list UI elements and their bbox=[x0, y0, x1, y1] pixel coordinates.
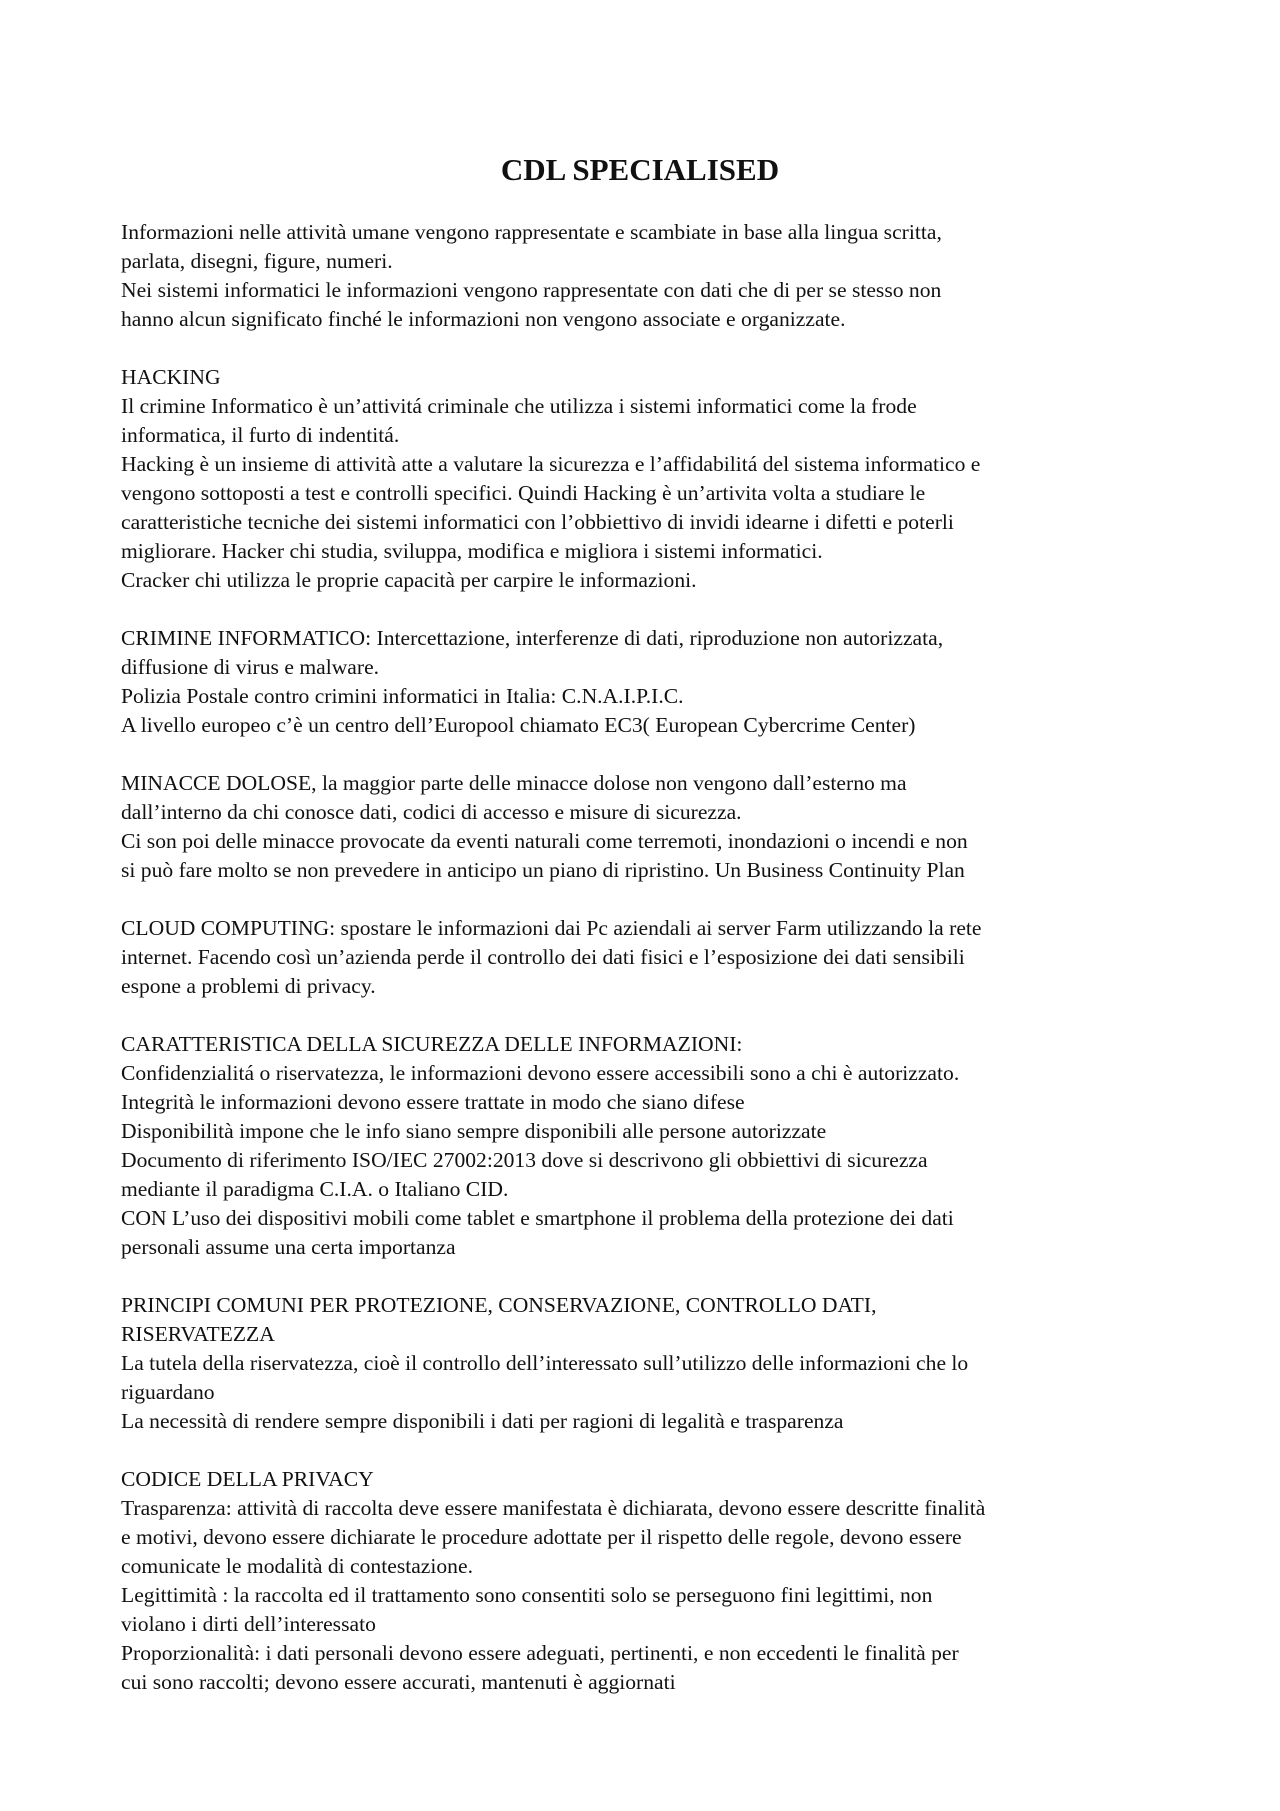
paragraph bbox=[121, 1030, 1171, 1262]
text-line: riguardano bbox=[121, 1380, 215, 1404]
text-line: CON L’uso dei dispositivi mobili come tablet e smartphone il problema della protezione dei dati bbox=[121, 1206, 954, 1230]
text-line: CLOUD COMPUTING: spostare le informazioni dai Pc aziendali ai server Farm utilizzando la rete bbox=[121, 916, 982, 940]
page-title: CDL SPECIALISED bbox=[500, 152, 780, 187]
text-line: migliorare. Hacker chi studia, sviluppa, modifica e migliora i sistemi informatici. bbox=[121, 539, 823, 563]
text-line: Legittimità : la raccolta ed il trattamento sono consentiti solo se perseguono fini legittimi, non bbox=[121, 1583, 933, 1607]
text-line: A livello europeo c’è un centro dell’Europool chiamato EC3( European Cybercrime Center) bbox=[121, 713, 916, 737]
paragraph bbox=[121, 914, 1171, 1001]
text-line: Documento di riferimento ISO/IEC 27002:2013 dove si descrivono gli obbiettivi di sicurezza bbox=[121, 1148, 928, 1172]
text-line: Confidenzialitá o riservatezza, le informazioni devono essere accessibili sono a chi è autorizzato. bbox=[121, 1061, 960, 1085]
paragraph bbox=[121, 1291, 1171, 1436]
text-line: La tutela della riservatezza, cioè il controllo dell’interessato sull’utilizzo delle informazioni che lo bbox=[121, 1351, 969, 1375]
text-line: CODICE DELLA PRIVACY bbox=[121, 1467, 374, 1491]
paragraph bbox=[121, 218, 1171, 334]
text-line: personali assume una certa importanza bbox=[121, 1235, 456, 1259]
text-line: vengono sottoposti a test e controlli specifici. Quindi Hacking è un’artivita volta a studiare le bbox=[121, 481, 926, 505]
text-line: violano i dirti dell’interessato bbox=[121, 1612, 376, 1636]
text-line: si può fare molto se non prevedere in anticipo un piano di ripristino. Un Business Continuity Plan bbox=[121, 858, 965, 882]
text-line: Hacking è un insieme di attività atte a valutare la sicurezza e l’affidabilitá del sistema informatico e bbox=[121, 452, 981, 476]
text-line: mediante il paradigma C.I.A. o Italiano CID. bbox=[121, 1177, 509, 1201]
text-line: Proporzionalità: i dati personali devono essere adeguati, pertinenti, e non eccedenti le finalità per bbox=[121, 1641, 959, 1665]
document-body bbox=[121, 218, 1171, 1726]
text-line: CRIMINE INFORMATICO: Intercettazione, interferenze di dati, riproduzione non autorizzata, bbox=[121, 626, 944, 650]
text-line: internet. Facendo così un’azienda perde il controllo dei dati fisici e l’esposizione dei dati sensibili bbox=[121, 945, 965, 969]
text-line: Disponibilità impone che le info siano sempre disponibili alle persone autorizzate bbox=[121, 1119, 827, 1143]
text-line: comunicate le modalità di contestazione. bbox=[121, 1554, 473, 1578]
paragraph bbox=[121, 363, 1171, 595]
text-line: La necessità di rendere sempre disponibili i dati per ragioni di legalità e trasparenza bbox=[121, 1409, 844, 1433]
text-line: CARATTERISTICA DELLA SICUREZZA DELLE INFORMAZIONI: bbox=[121, 1032, 743, 1056]
text-line: Cracker chi utilizza le proprie capacità per carpire le informazioni. bbox=[121, 568, 697, 592]
text-line: Ci son poi delle minacce provocate da eventi naturali come terremoti, inondazioni o incendi e non bbox=[121, 829, 968, 853]
paragraph bbox=[121, 624, 1171, 740]
text-line: informatica, il furto di indentitá. bbox=[121, 423, 400, 447]
text-line: Il crimine Informatico è un’attivitá criminale che utilizza i sistemi informatici come la frode bbox=[121, 394, 917, 418]
text-line: Informazioni nelle attività umane vengono rappresentate e scambiate in base alla lingua scritta, bbox=[121, 220, 942, 244]
text-line: e motivi, devono essere dichiarate le procedure adottate per il rispetto delle regole, devono essere bbox=[121, 1525, 962, 1549]
text-line: Integrità le informazioni devono essere trattate in modo che siano difese bbox=[121, 1090, 745, 1114]
text-line: Trasparenza: attività di raccolta deve essere manifestata è dichiarata, devono essere descritte finalità bbox=[121, 1496, 986, 1520]
text-line: caratteristiche tecniche dei sistemi informatici con l’obbiettivo di invidi idearne i difetti e poterli bbox=[121, 510, 954, 534]
text-line: MINACCE DOLOSE, la maggior parte delle minacce dolose non vengono dall’esterno ma bbox=[121, 771, 907, 795]
text-line: hanno alcun significato finché le informazioni non vengono associate e organizzate. bbox=[121, 307, 846, 331]
text-line: RISERVATEZZA bbox=[121, 1322, 275, 1346]
text-line: cui sono raccolti; devono essere accurati, mantenuti è aggiornati bbox=[121, 1670, 676, 1694]
text-line: Nei sistemi informatici le informazioni vengono rappresentate con dati che di per se stesso non bbox=[121, 278, 942, 302]
text-line: parlata, disegni, figure, numeri. bbox=[121, 249, 393, 273]
paragraph bbox=[121, 1465, 1171, 1697]
text-line: HACKING bbox=[121, 365, 221, 389]
text-line: Polizia Postale contro crimini informatici in Italia: C.N.A.I.P.I.C. bbox=[121, 684, 684, 708]
text-line: espone a problemi di privacy. bbox=[121, 974, 376, 998]
text-line: PRINCIPI COMUNI PER PROTEZIONE, CONSERVAZIONE, CONTROLLO DATI, bbox=[121, 1293, 877, 1317]
text-line: diffusione di virus e malware. bbox=[121, 655, 380, 679]
paragraph bbox=[121, 769, 1171, 885]
text-line: dall’interno da chi conosce dati, codici di accesso e misure di sicurezza. bbox=[121, 800, 742, 824]
